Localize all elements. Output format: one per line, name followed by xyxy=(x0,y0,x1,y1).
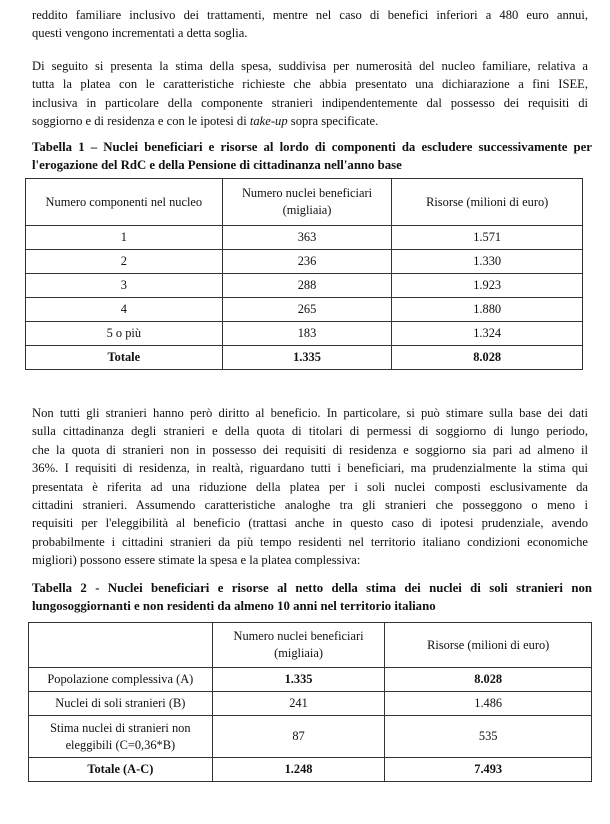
column-header: Numero nuclei beneficiari (migliaia) xyxy=(212,623,385,668)
table-cell: 288 xyxy=(222,274,392,298)
table-row xyxy=(26,274,583,298)
middle-paragraph xyxy=(32,404,588,570)
caption-line: lungosoggiornanti e non residenti da almeno 10 anni nel territorio italiano xyxy=(32,599,436,613)
table-cell: 236 xyxy=(222,250,392,274)
text-line: reddito familiare inclusivo dei trattamenti, mentre nel caso di benefici inferiori a 480 euro annui, xyxy=(32,8,588,22)
table-cell: Stima nuclei di stranieri non eleggibili (C=0,36*B) xyxy=(29,716,213,758)
table-cell: 3 xyxy=(26,274,223,298)
total-cell: 7.493 xyxy=(385,758,592,782)
table-1 xyxy=(25,178,583,370)
text-line: che la quota di stranieri non in possesso dei requisiti di residenza e soggiorno sia pari ad almeno il xyxy=(32,442,588,457)
total-cell: 1.248 xyxy=(212,758,385,782)
table-cell: 1.486 xyxy=(385,692,592,716)
text-line: Non tutti gli stranieri hanno però diritto al beneficio. In particolare, si può stimare sulla base dei dati xyxy=(32,406,588,420)
table-cell: 1.923 xyxy=(392,274,583,298)
table-row xyxy=(26,226,583,250)
text-line: inclusiva in particolare della componente stranieri indipendentemente dal possesso dei requisiti di xyxy=(32,95,588,110)
text-line: questi vengono incrementati a detta soglia. xyxy=(32,26,248,41)
table-total-row xyxy=(29,758,592,782)
caption-line: Tabella 1 – Nuclei beneficiari e risorse al lordo di componenti da escludere successivamente per xyxy=(32,140,592,154)
table-cell: 1.335 xyxy=(212,668,385,692)
table-cell: 1.324 xyxy=(392,322,583,346)
column-header: Numero componenti nel nucleo xyxy=(26,179,223,226)
total-cell: 8.028 xyxy=(392,346,583,370)
table-cell: 1.330 xyxy=(392,250,583,274)
table-cell: 241 xyxy=(212,692,385,716)
caption-line: l'erogazione del RdC e della Pensione di cittadinanza nell'anno base xyxy=(32,158,402,172)
table-row xyxy=(29,668,592,692)
text-line: requisiti per l'eleggibilità al beneficio (trattasi anche in questo caso di ipotesi prudenziale, avendo xyxy=(32,516,588,531)
text-line: Di seguito si presenta la stima della spesa, suddivisa per numerosità del nucleo familiare, relativa a xyxy=(32,59,588,73)
table-row xyxy=(26,250,583,274)
table-cell: 4 xyxy=(26,298,223,322)
table-row xyxy=(29,716,592,758)
table2-caption xyxy=(32,579,592,615)
text-segment: sopra specificate. xyxy=(287,114,379,129)
column-header: Risorse (milioni di euro) xyxy=(392,179,583,226)
text-line: 36%. I requisiti di residenza, in realtà, riguardano tutti i beneficiari, ma prudenzialmente la stima qui xyxy=(32,461,588,476)
caption-line: Tabella 2 - Nuclei beneficiari e risorse al netto della stima dei nuclei di soli stranieri non xyxy=(32,581,592,595)
table-cell: 87 xyxy=(212,716,385,758)
text-line: migliori) possono essere stimate la spesa e la platea complessiva: xyxy=(32,553,361,568)
table-cell: 1 xyxy=(26,226,223,250)
table-cell: 8.028 xyxy=(385,668,592,692)
table-cell: 363 xyxy=(222,226,392,250)
text-segment: soggiorno e di residenza e con le ipotesi di xyxy=(32,114,250,129)
table-2 xyxy=(28,622,592,782)
table-header-row xyxy=(26,179,583,226)
table-cell: 265 xyxy=(222,298,392,322)
table-cell: Popolazione complessiva (A) xyxy=(29,668,213,692)
text-line: presentata è riferita ad una riduzione della platea per i soli nuclei composti esclusivamente da xyxy=(32,479,588,494)
total-label: Totale (A-C) xyxy=(29,758,213,782)
table-cell: 1.880 xyxy=(392,298,583,322)
intro-paragraph-1 xyxy=(32,6,588,43)
italic-term: take-up xyxy=(249,114,288,129)
table-row xyxy=(29,692,592,716)
table-row xyxy=(26,298,583,322)
table-cell: 535 xyxy=(385,716,592,758)
table-total-row xyxy=(26,346,583,370)
text-line: cittadini stranieri. Assumendo caratteristiche analoghe tra gli stranieri che posseggono o meno i xyxy=(32,498,588,513)
text-line: tutta la platea con le caratteristiche richieste che abbia presentato una dichiarazione a fini ISEE, xyxy=(32,77,588,92)
table-header-row xyxy=(29,623,592,668)
header-line: Numero nuclei beneficiari (migliaia) xyxy=(241,186,373,217)
text-line: sulla cittadinanza degli stranieri e della quota di titolari di permessi di soggiorno di lungo periodo, xyxy=(32,424,588,439)
column-header: Risorse (milioni di euro) xyxy=(385,623,592,668)
table-cell: 2 xyxy=(26,250,223,274)
total-label: Totale xyxy=(26,346,223,370)
intro-paragraph-2 xyxy=(32,57,588,131)
column-header xyxy=(222,179,392,226)
table-cell: Nuclei di soli stranieri (B) xyxy=(29,692,213,716)
column-header-empty xyxy=(29,623,213,668)
table-cell: 5 o più xyxy=(26,322,223,346)
table-cell: 183 xyxy=(222,322,392,346)
table-cell: 1.571 xyxy=(392,226,583,250)
total-cell: 1.335 xyxy=(222,346,392,370)
text-line xyxy=(32,112,588,130)
text-line: probabilmente i cittadini stranieri da più tempo residenti nel territorio italiano condizioni economiche xyxy=(32,534,588,549)
table-row xyxy=(26,322,583,346)
table1-caption xyxy=(32,138,592,174)
